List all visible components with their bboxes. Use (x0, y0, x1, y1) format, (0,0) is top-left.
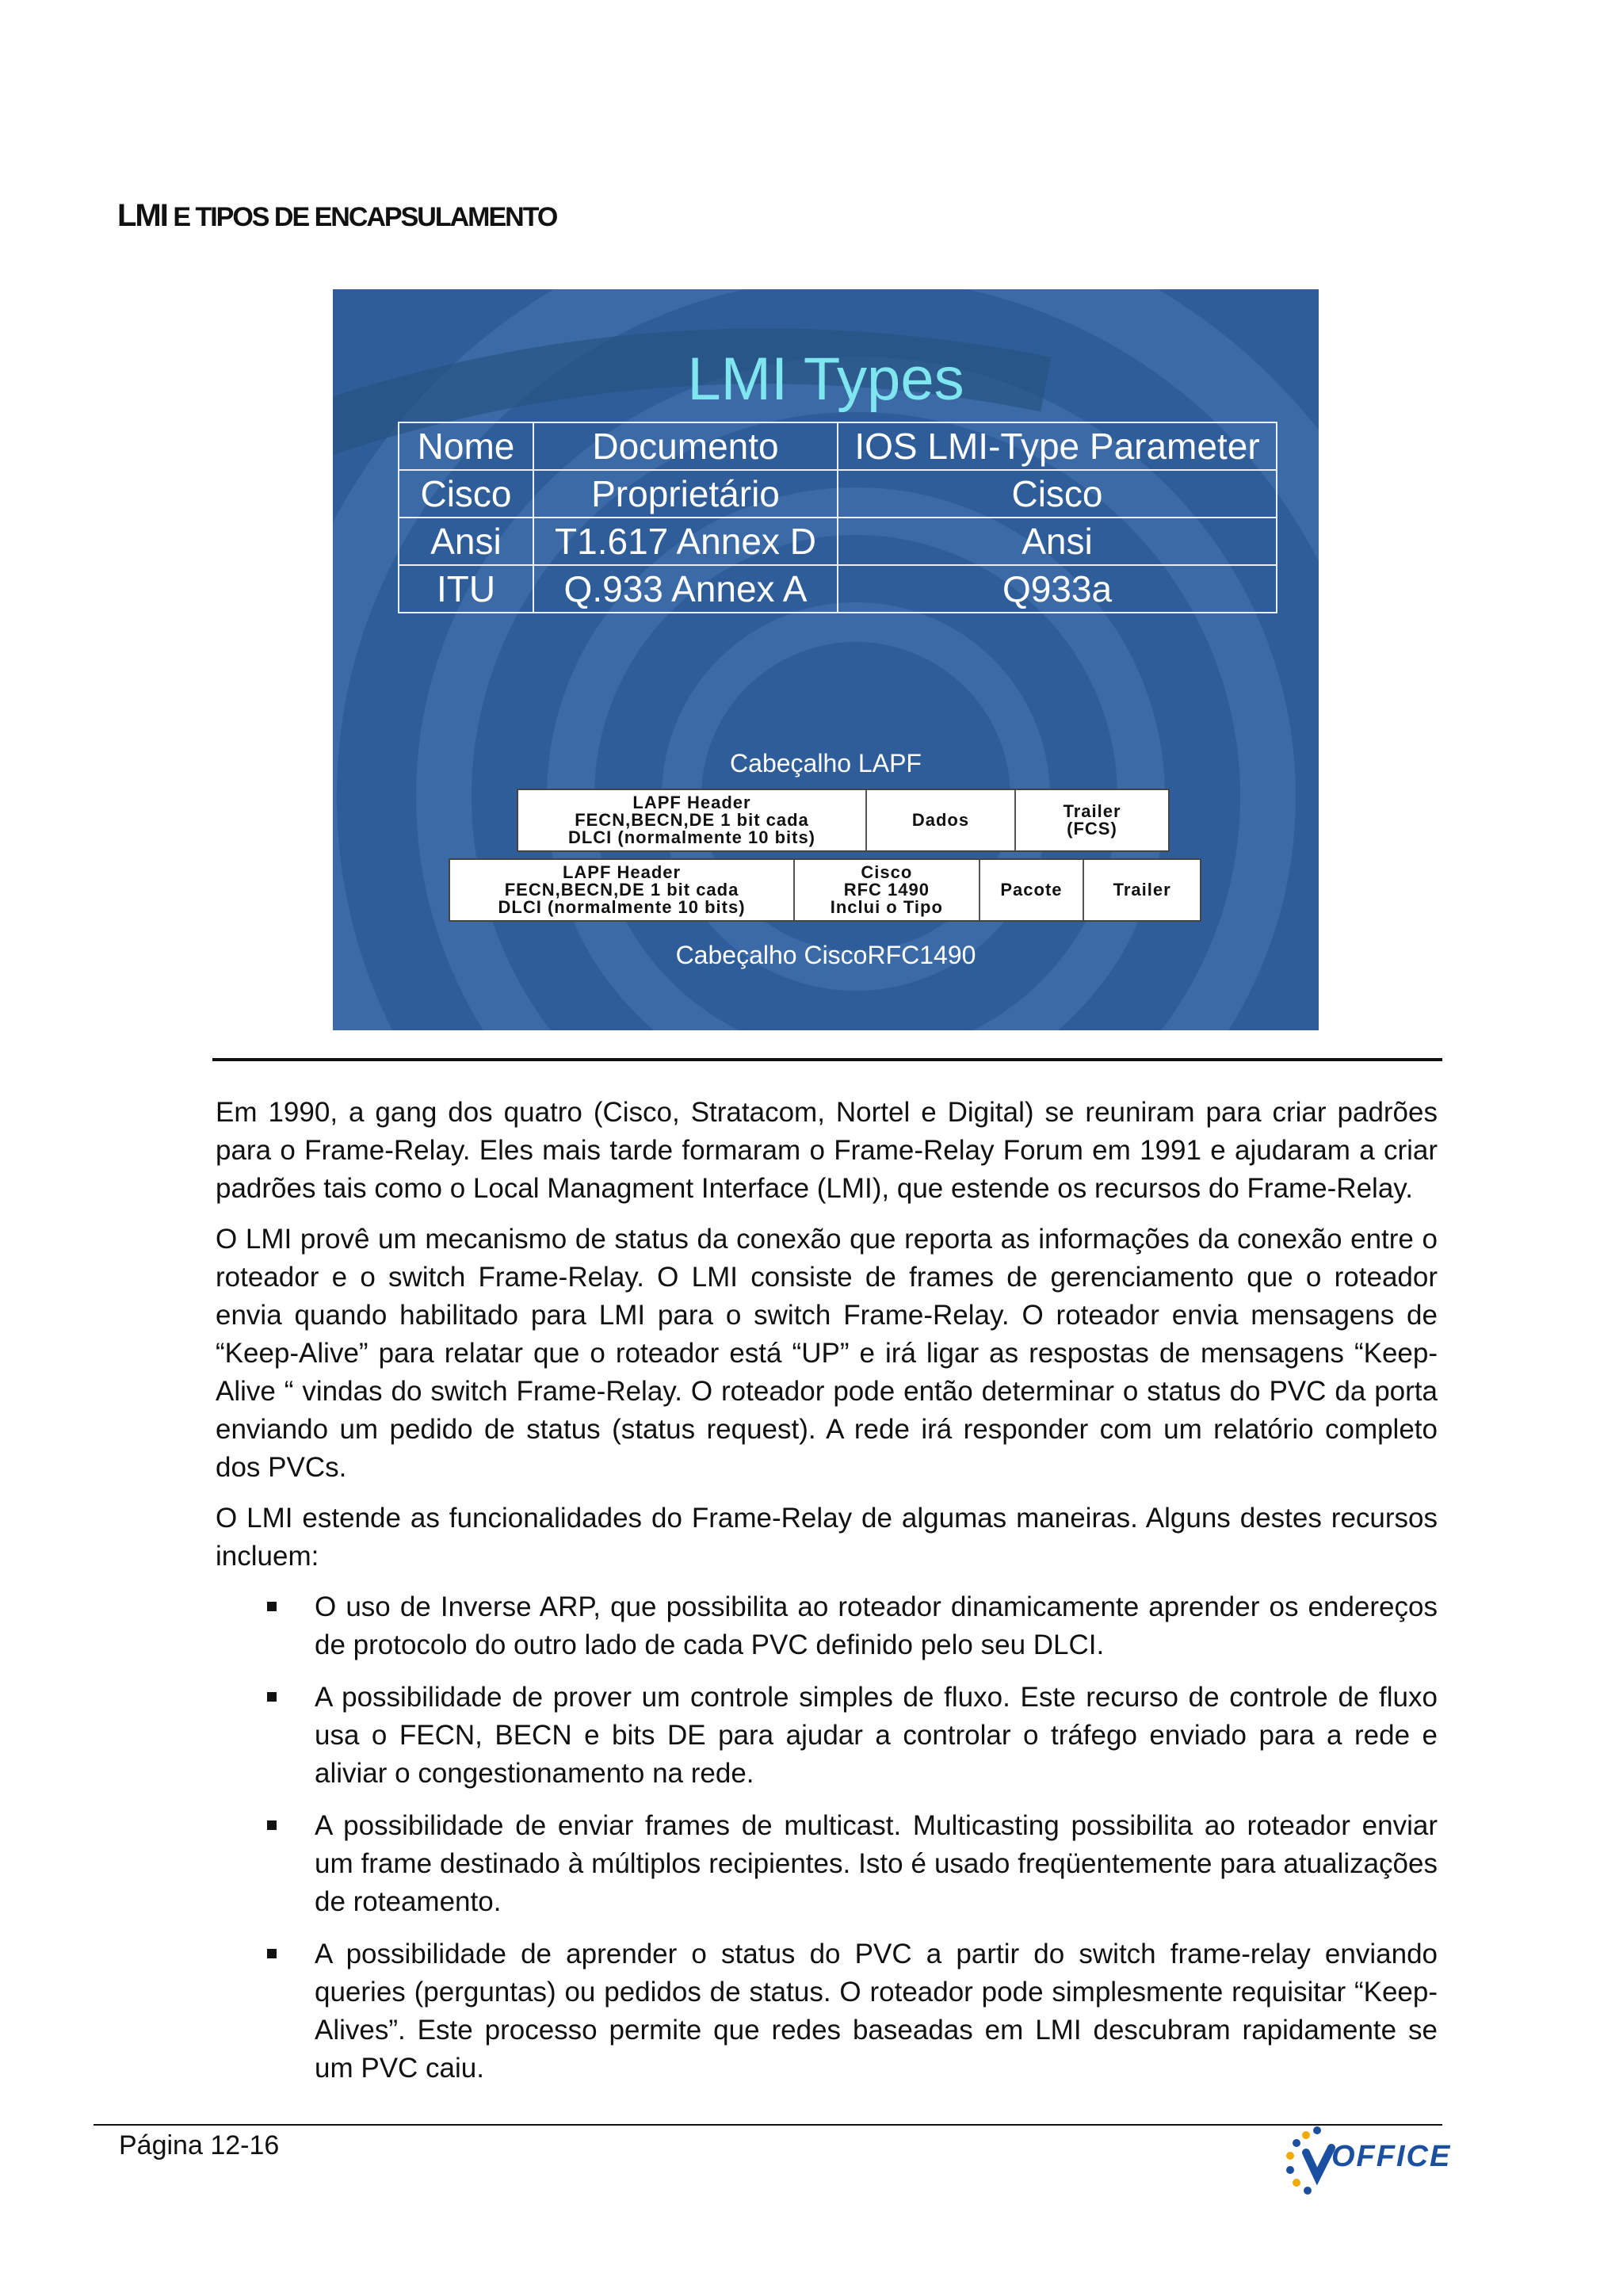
feature-list (216, 1588, 1438, 2088)
table-row (399, 565, 1277, 613)
caption-lapf: Cabeçalho LAPF (730, 749, 922, 777)
table-cell: T1.617 Annex D (533, 518, 838, 565)
lapf-header-line: DLCI (normalmente 10 bits) (567, 827, 816, 847)
header-documento: Documento (533, 422, 838, 470)
table-cell: Q.933 Annex A (533, 565, 838, 613)
bullet-square-icon (267, 1820, 277, 1830)
list-item (216, 1807, 1438, 1921)
lapf-header-cell (518, 790, 867, 850)
header-nome: Nome (399, 422, 533, 470)
lapf-header-line: FECN,BECN,DE 1 bit cada (575, 810, 809, 830)
list-item-text: A possibilidade de aprender o status do PVC a partir do switch frame-relay enviando queries (perguntas) ou pedidos de status. O roteador pode simplesmente requisitar “Keep-Alives”. Este processo permite que redes baseadas em LMI descubram rapidamente se um PVC caiu. (315, 1939, 1438, 2084)
list-item (216, 1679, 1438, 1793)
trailer-cell: Trailer (1113, 880, 1171, 900)
table-cell: Cisco (399, 470, 533, 518)
bullet-square-icon (267, 1692, 277, 1702)
lapf-header-line: LAPF Header (632, 793, 751, 812)
list-item (216, 1935, 1438, 2088)
table-row (399, 470, 1277, 518)
footer-divider (94, 2124, 1442, 2126)
table-cell: Cisco (838, 470, 1277, 518)
table-header-row (399, 422, 1277, 470)
lapf-frame-diagram (517, 789, 1170, 852)
lapf-header-cell (450, 860, 795, 920)
table-cell: ITU (399, 565, 533, 613)
cisco-rfc1490-cell (795, 860, 980, 920)
list-item-text: A possibilidade de enviar frames de multicast. Multicasting possibilita ao roteador enviar um frame destinado à múltiplos recipientes. Isto é usado freqüentemente para atualizações de roteamento. (315, 1810, 1438, 1917)
caption-cisco-rfc1490: Cabeçalho CiscoRFC1490 (675, 941, 976, 969)
slide-title: LMI Types (687, 346, 964, 413)
dados-cell: Dados (867, 790, 1016, 850)
header-ios-lmi-type: IOS LMI-Type Parameter (838, 422, 1277, 470)
cisco-rfc1490-frame-diagram (449, 858, 1201, 922)
table-cell: Ansi (399, 518, 533, 565)
trailer-line: (FCS) (1067, 819, 1117, 839)
cisco-line: Inclui o Tipo (830, 897, 943, 917)
section-divider (212, 1058, 1442, 1061)
bullet-square-icon (267, 1949, 277, 1958)
lapf-header-line: DLCI (normalmente 10 bits) (498, 897, 746, 917)
list-item-text: O uso de Inverse ARP, que possibilita ao roteador dinamicamente aprender os endereços de protocolo do outro lado de cada PVC definido pelo seu DLCI. (315, 1591, 1438, 1660)
body-text (216, 1094, 1438, 2102)
table-row (399, 518, 1277, 565)
cisco-line: RFC 1490 (843, 880, 930, 900)
lapf-header-line: LAPF Header (562, 862, 682, 882)
paragraph: O LMI provê um mecanismo de status da conexão que reporta as informações da conexão entre o roteador e o switch Frame-Relay. O LMI consiste de frames de gerenciamento que o roteador envia quando habilitado para LMI para o switch Frame-Relay. O roteador envia mensagens de “Keep-Alive” para relatar que o roteador está “UP” e irá ligar as respostas de mensagens “Keep-Alive “ vindas do switch Frame-Relay. O roteador pode então determinar o status do PVC da porta enviando um pedido de status (status request). A rede irá responder com um relatório completo dos PVCs. (216, 1224, 1438, 1483)
lmi-types-table (398, 422, 1277, 613)
bullet-square-icon (267, 1602, 277, 1611)
list-item (216, 1588, 1438, 1664)
table-cell: Ansi (838, 518, 1277, 565)
paragraph: Em 1990, a gang dos quatro (Cisco, Stratacom, Nortel e Digital) se reuniram para criar padrões para o Frame-Relay. Eles mais tarde formaram o Frame-Relay Forum em 1991 e ajudaram a criar padrões tais como o Local Managment Interface (LMI), que estende os recursos do Frame-Relay. (216, 1097, 1438, 1204)
lapf-header-line: FECN,BECN,DE 1 bit cada (504, 880, 739, 900)
trailer-fcs-cell (1016, 790, 1168, 850)
table-cell: Q933a (838, 565, 1277, 613)
page-number: Página 12-16 (119, 2130, 280, 2160)
lmi-types-slide (333, 289, 1319, 1030)
list-item-text: A possibilidade de prover um controle simples de fluxo. Este recurso de controle de fluxo usa o FECN, BECN e bits DE para ajudar a controlar o tráfego enviado para a rede e aliviar o congestionamento na rede. (315, 1682, 1438, 1789)
pacote-cell: Pacote (980, 860, 1085, 920)
section-title: LMI E TIPOS DE ENCAPSULAMENTO (117, 198, 557, 233)
paragraph: O LMI estende as funcionalidades do Frame-Relay de algumas maneiras. Alguns destes recursos incluem: (216, 1503, 1438, 1572)
logo-text: OFFICE (1331, 2140, 1452, 2173)
cisco-line: Cisco (861, 862, 913, 882)
trailer-line: Trailer (1063, 801, 1121, 821)
table-cell: Proprietário (533, 470, 838, 518)
